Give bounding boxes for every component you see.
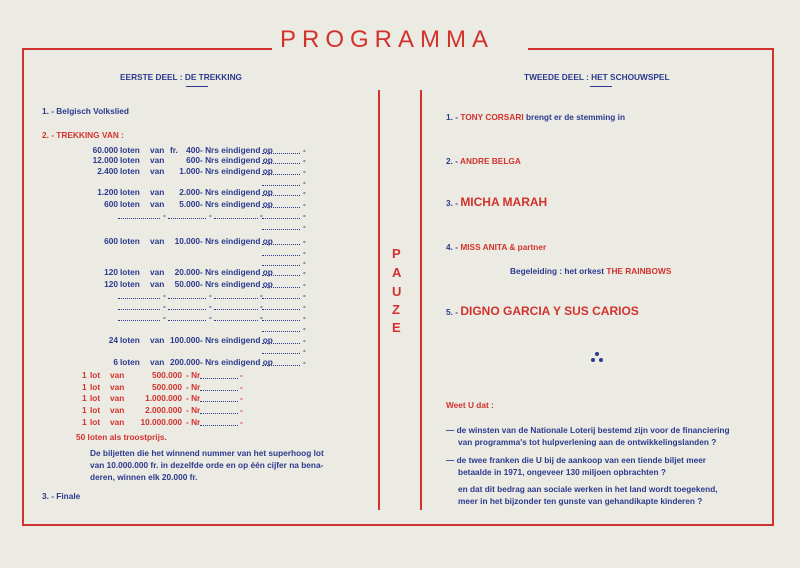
- dash-separator: -: [209, 290, 212, 300]
- orkest-name: THE RAINBOWS: [606, 266, 672, 276]
- draw-word: loten: [120, 335, 140, 345]
- item-number: 1. -: [446, 112, 458, 122]
- dash-separator: -: [260, 301, 263, 311]
- artist-name: ANDRE BELGA: [460, 156, 521, 166]
- fact-line: — de winsten van de Nationale Loterij bestemd zijn voor de financiering: [446, 425, 730, 435]
- blank-field: [200, 390, 238, 391]
- draw-amount: 200.000: [170, 357, 200, 367]
- draw-word: loten: [120, 267, 140, 277]
- draw-amount: 1.000: [179, 166, 200, 176]
- draw-van: van: [150, 145, 165, 155]
- blank-field: [200, 378, 238, 379]
- single-amount: 10.000.000: [140, 417, 182, 427]
- single-nr: - Nr: [186, 405, 201, 415]
- single-qty: 1: [82, 370, 87, 380]
- draw-van: van: [150, 187, 165, 197]
- blank-field: [214, 298, 258, 299]
- blank-field: [262, 353, 300, 354]
- single-word: lot: [90, 417, 101, 427]
- fact-line: meer in het bijzonder ten gunste van gehandikapte kinderen ?: [458, 496, 703, 506]
- draw-word: loten: [120, 166, 140, 176]
- draw-word: loten: [120, 155, 140, 165]
- dash-separator: -: [240, 405, 243, 415]
- item-trekking: 2. - TREKKING VAN :: [42, 130, 124, 140]
- frame-top-left: [22, 48, 272, 50]
- show-item-2: [446, 156, 521, 166]
- single-qty: 1: [82, 417, 87, 427]
- item-number: 2. -: [446, 156, 458, 166]
- draw-nrs: - Nrs eindigend op: [200, 236, 273, 246]
- single-nr: - Nr: [186, 393, 201, 403]
- draw-qty: 600: [104, 199, 118, 209]
- single-qty: 1: [82, 405, 87, 415]
- single-van: van: [110, 405, 125, 415]
- left-heading: EERSTE DEEL : DE TREKKING: [120, 72, 243, 82]
- blank-field: [262, 229, 300, 230]
- dash-separator: -: [303, 210, 306, 220]
- pauze-letter: P: [392, 246, 401, 261]
- blank-field: [214, 320, 258, 321]
- item-number: 5. -: [446, 307, 458, 317]
- draw-van: van: [150, 199, 165, 209]
- blank-field: [262, 309, 300, 310]
- blank-field: [262, 365, 300, 366]
- item-finale: 3. - Finale: [42, 491, 81, 501]
- blank-field: [118, 320, 160, 321]
- draw-nrs: - Nrs eindigend op: [200, 199, 273, 209]
- draw-nrs: - Nrs eindigend op: [200, 267, 273, 277]
- ornament-dot: [599, 358, 603, 362]
- item-number: 4. -: [446, 242, 458, 252]
- troost-text: 50 loten als troostprijs.: [76, 432, 167, 442]
- draw-nrs: - Nrs eindigend op: [200, 166, 273, 176]
- draw-word: loten: [120, 187, 140, 197]
- note-line: De biljetten die het winnend nummer van het superhoog lot: [90, 448, 324, 458]
- artist-name: MICHA MARAH: [460, 195, 548, 209]
- single-word: lot: [90, 370, 101, 380]
- draw-amount: 10.000: [174, 236, 200, 246]
- draw-qty: 2.400: [97, 166, 118, 176]
- blank-field: [118, 298, 160, 299]
- single-nr: - Nr: [186, 382, 201, 392]
- pauze-letter: A: [392, 265, 402, 280]
- blank-field: [262, 195, 300, 196]
- blank-field: [118, 218, 160, 219]
- dash-separator: -: [303, 335, 306, 345]
- dash-separator: -: [303, 177, 306, 187]
- single-van: van: [110, 393, 125, 403]
- dash-separator: -: [303, 301, 306, 311]
- blank-field: [262, 207, 300, 208]
- left-heading-underline: [186, 86, 208, 87]
- draw-qty: 24: [108, 335, 118, 345]
- dash-separator: -: [163, 301, 166, 311]
- artist-name: DIGNO GARCIA Y SUS CARIOS: [460, 304, 639, 318]
- show-item-1: [446, 112, 625, 122]
- draw-word: loten: [120, 145, 140, 155]
- center-line-left: [378, 90, 380, 510]
- right-heading-underline: [590, 86, 612, 87]
- frame-top-right: [528, 48, 774, 50]
- single-amount: 500.000: [152, 382, 182, 392]
- blank-field: [214, 309, 258, 310]
- show-item-4: [446, 242, 546, 252]
- draw-van: van: [150, 357, 165, 367]
- frame-left: [22, 48, 24, 526]
- blank-field: [262, 174, 300, 175]
- begeleiding-line: [510, 266, 671, 276]
- blank-field: [214, 218, 258, 219]
- draw-word: loten: [120, 357, 140, 367]
- dash-separator: -: [303, 279, 306, 289]
- note-line: deren, winnen elk 20.000 fr.: [90, 472, 198, 482]
- draw-van: van: [150, 155, 165, 165]
- single-nr: - Nr: [186, 370, 201, 380]
- blank-field: [262, 287, 300, 288]
- blank-field: [168, 298, 206, 299]
- frame-right: [772, 48, 774, 526]
- single-amount: 1.000.000: [145, 393, 182, 403]
- blank-field: [200, 401, 238, 402]
- draw-van: van: [150, 166, 165, 176]
- dash-separator: -: [163, 312, 166, 322]
- single-word: lot: [90, 382, 101, 392]
- note-paragraph: [90, 447, 324, 483]
- dash-separator: -: [303, 187, 306, 197]
- single-qty: 1: [82, 382, 87, 392]
- draw-qty: 60.000: [92, 145, 118, 155]
- dash-separator: -: [303, 155, 306, 165]
- show-item-3: [446, 197, 547, 208]
- blank-field: [262, 163, 300, 164]
- fact-line: — de twee franken die U bij de aankoop van een tiende biljet meer: [446, 455, 707, 465]
- draw-nrs: - Nrs eindigend op: [200, 155, 273, 165]
- item-volkslied: 1. - Belgisch Volkslied: [42, 106, 129, 116]
- fact-3: [458, 483, 718, 507]
- single-nr: - Nr: [186, 417, 201, 427]
- blank-field: [168, 309, 206, 310]
- blank-field: [168, 320, 206, 321]
- draw-qty: 120: [104, 267, 118, 277]
- blank-field: [262, 298, 300, 299]
- dash-separator: -: [303, 323, 306, 333]
- draw-nrs: - Nrs eindigend op: [200, 335, 273, 345]
- blank-field: [168, 218, 206, 219]
- begeleiding-label: Begeleiding : het orkest: [510, 266, 605, 276]
- draw-word: loten: [120, 236, 140, 246]
- draw-amount: 100.000: [170, 335, 200, 345]
- dash-separator: -: [163, 210, 166, 220]
- ornament-dot: [595, 352, 599, 356]
- dash-separator: -: [240, 370, 243, 380]
- dash-separator: -: [163, 290, 166, 300]
- fact-line: betaalde in 1971, ongeveer 130 miljoen opbrachten ?: [458, 467, 666, 477]
- artist-name: TONY CORSARI: [460, 112, 524, 122]
- single-word: lot: [90, 405, 101, 415]
- single-amount: 2.000.000: [145, 405, 182, 415]
- draw-van: van: [150, 236, 165, 246]
- dash-separator: -: [209, 301, 212, 311]
- artist-name: MISS ANITA & partner: [460, 242, 547, 252]
- dash-separator: -: [303, 247, 306, 257]
- draw-word: loten: [120, 279, 140, 289]
- pauze-letter: E: [392, 320, 401, 335]
- blank-field: [118, 309, 160, 310]
- dash-separator: -: [303, 221, 306, 231]
- dash-separator: -: [260, 290, 263, 300]
- fact-2: [446, 454, 706, 478]
- draw-qty: 600: [104, 236, 118, 246]
- fact-line: en dat dit bedrag aan sociale werken in het land wordt toegekend,: [458, 484, 718, 494]
- single-van: van: [110, 382, 125, 392]
- dash-separator: -: [240, 393, 243, 403]
- blank-field: [262, 275, 300, 276]
- frame-bottom: [22, 524, 774, 526]
- dash-separator: -: [303, 236, 306, 246]
- draw-van: van: [150, 279, 165, 289]
- dash-separator: -: [303, 199, 306, 209]
- blank-field: [262, 255, 300, 256]
- blank-field: [200, 413, 238, 414]
- dash-separator: -: [240, 417, 243, 427]
- blank-field: [262, 320, 300, 321]
- draw-nrs: - Nrs eindigend op: [200, 357, 273, 367]
- dash-separator: -: [303, 312, 306, 322]
- note-line: van 10.000.000 fr. in dezelfde orde en op één cijfer na bena-: [90, 460, 324, 470]
- dash-separator: -: [303, 166, 306, 176]
- pauze-letter: Z: [392, 302, 400, 317]
- blank-field: [262, 265, 300, 266]
- dash-separator: -: [260, 210, 263, 220]
- item-rest: brengt er de stemming in: [525, 112, 626, 122]
- draw-van: van: [150, 267, 165, 277]
- draw-nrs: - Nrs eindigend op: [200, 187, 273, 197]
- draw-word: loten: [120, 199, 140, 209]
- pauze-letter: U: [392, 284, 402, 299]
- single-van: van: [110, 370, 125, 380]
- single-van: van: [110, 417, 125, 427]
- fact-line: van programma's tot hulpverlening aan de ontwikkelingslanden ?: [458, 437, 717, 447]
- draw-amount: 20.000: [174, 267, 200, 277]
- weet-heading: Weet U dat :: [446, 400, 494, 410]
- blank-field: [262, 244, 300, 245]
- dash-separator: -: [209, 312, 212, 322]
- center-line-right: [420, 90, 422, 510]
- draw-amount: 2.000: [179, 187, 200, 197]
- show-item-5: [446, 306, 639, 317]
- draw-qty: 6: [113, 357, 118, 367]
- single-amount: 500.000: [152, 370, 182, 380]
- page-title: PROGRAMMA: [280, 26, 495, 53]
- dash-separator: -: [303, 290, 306, 300]
- draw-nrs: - Nrs eindigend op: [200, 145, 273, 155]
- dash-separator: -: [303, 267, 306, 277]
- fact-1: [446, 424, 730, 448]
- draw-amount: 600: [186, 155, 200, 165]
- ornament-dot: [591, 358, 595, 362]
- draw-qty: 120: [104, 279, 118, 289]
- blank-field: [262, 331, 300, 332]
- dash-separator: -: [240, 382, 243, 392]
- item-number: 3. -: [446, 198, 458, 208]
- draw-amount: 50.000: [174, 279, 200, 289]
- blank-field: [262, 218, 300, 219]
- draw-fr: fr.: [170, 145, 178, 155]
- dash-separator: -: [303, 257, 306, 267]
- draw-qty: 1.200: [97, 187, 118, 197]
- right-heading: TWEEDE DEEL : HET SCHOUWSPEL: [524, 72, 670, 82]
- blank-field: [262, 185, 300, 186]
- draw-qty: 12.000: [92, 155, 118, 165]
- blank-field: [200, 425, 238, 426]
- draw-van: van: [150, 335, 165, 345]
- single-qty: 1: [82, 393, 87, 403]
- draw-nrs: - Nrs eindigend op: [200, 279, 273, 289]
- blank-field: [262, 343, 300, 344]
- dash-separator: -: [209, 210, 212, 220]
- single-word: lot: [90, 393, 101, 403]
- dash-separator: -: [303, 357, 306, 367]
- draw-amount: 400: [186, 145, 200, 155]
- draw-amount: 5.000: [179, 199, 200, 209]
- dash-separator: -: [260, 312, 263, 322]
- blank-field: [262, 153, 300, 154]
- dash-separator: -: [303, 345, 306, 355]
- dash-separator: -: [303, 145, 306, 155]
